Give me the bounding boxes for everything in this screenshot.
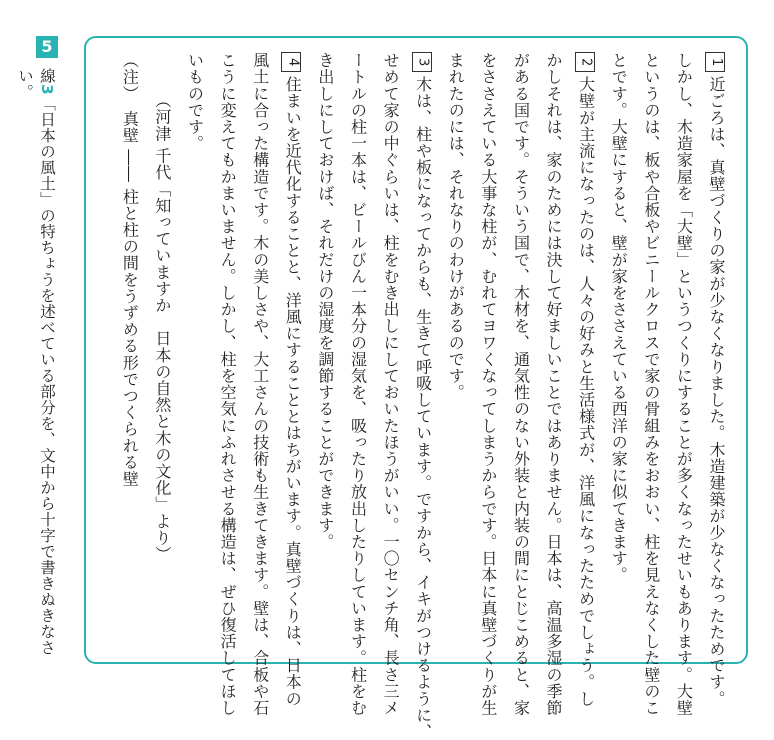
passage-line: がある国です。そういう国で、木材を、通気性のない外装と内装の間にとじこめると、家 (511, 52, 531, 716)
passage-line: ートルの柱一本は、ビールびん一本分の湿気を、吸ったり放出したりしています。柱をむ (348, 52, 368, 716)
question-reference-mark: 3 (38, 84, 56, 96)
passage-line: をささえている大事な柱が、むれてヨワくなってしまうからです。日本に真壁づくりが生 (478, 52, 498, 716)
question-number-badge: 5 (36, 36, 58, 58)
passage-line: 1近ごろは、真壁づくりの家が少なくなりました。木造建築が少なくなったためです。 (699, 52, 732, 652)
passage-text (113, 52, 732, 740)
source-citation: （河津 千代「知っていますか 日本の自然と木の文化」より） (152, 92, 172, 563)
passage-panel (84, 36, 748, 740)
passage-line: かしそれは、家のためには決して好ましいことではありません。日本は、高温多湿の季節 (544, 52, 564, 716)
paragraph-number-2: 2 (575, 52, 595, 72)
footnote: （注） 真壁 ―― 柱と柱の間をうずめる形でつくられる壁 (120, 52, 140, 487)
passage-line: というのは、板や合板やビニールクロスで家の骨組みをおおい、柱を見えなくした壁のこ (641, 52, 661, 716)
passage-line: しかし、木造家屋を「大壁」というつくりにすることが多くなったせいもあります。大壁 (674, 52, 694, 716)
passage-line: 4住まいを近代化することと、洋風にすることとはちがいます。真壁づくりは、日本の (276, 52, 309, 652)
passage-line: こうに変えてもかまいません。しかし、柱を空気にふれさせる構造は、ぜひ復活してほし (218, 52, 238, 716)
paragraph-number-3: 3 (412, 52, 432, 72)
passage-line: 風土に合った構造です。木の美しさや、大工さんの技術も生きてきます。壁は、合板や石 (250, 52, 270, 716)
question-body: 「日本の風土」の特ちょうを述べている部分を、文中から十字で書きぬきなさい。 (16, 68, 56, 656)
passage-line: 2大壁が主流になったのは、人々の好みと生活様式が、洋風になったためでしょう。し (569, 52, 602, 652)
passage-line: 3木は、柱や板になってからも、生きて呼吸しています。ですから、イキがつけるように、 (406, 52, 439, 652)
question-prefix: 線 (38, 68, 56, 84)
passage-line: とです。大壁にすると、壁が家をささえている西洋の家に似てきます。 (609, 52, 629, 584)
passage-line: き出しにしておけば、それだけの湿度を調節することができます。 (315, 52, 335, 550)
paragraph-number-4: 4 (281, 52, 301, 72)
passage-line: まれたのには、それなりのわけがあるのです。 (446, 52, 466, 401)
question-text (16, 68, 58, 668)
passage-line: せめて家の中ぐらいは、柱をむき出しにしておいたほうがいい。一〇センチ角、長さ三メ (381, 52, 401, 716)
paragraph-number-1: 1 (705, 52, 725, 72)
passage-line: いものです。 (185, 52, 205, 152)
